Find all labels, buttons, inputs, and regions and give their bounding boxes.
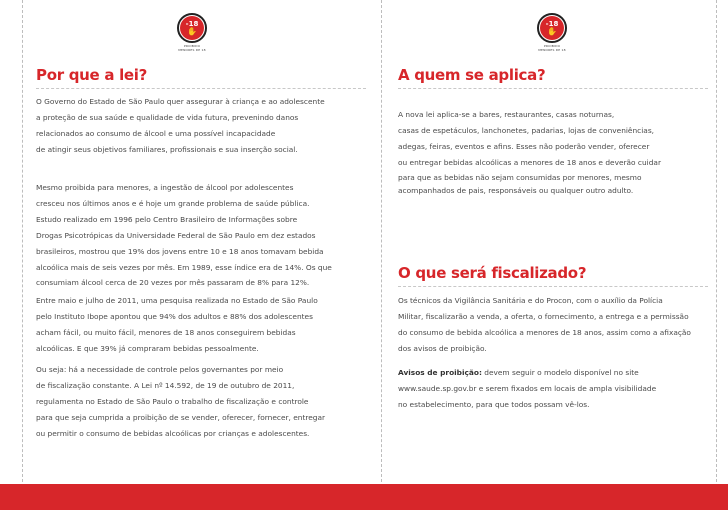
right-dotted-border [716,0,717,482]
hand-stop-icon: -18 ✋ [180,16,204,40]
hand-stop-icon: -18 ✋ [540,16,564,40]
right-paragraph-1: A nova lei aplica-se a bares, restaurantes, casas noturnas, casas de espetáculos, lanchonetes, padarias, lojas de conveniências, adegas, feiras, eventos e afins. Esses não poderão vender, oferecer ou entregar bebidas alcoólicas a menores de 18 anos e deverão cuidar para que as bebidas não sejam consumidas por menores, mesmo acompanhados de pais, responsáveis ou qualquer outro adulto. [398,110,661,195]
heading-rule [398,286,708,287]
left-paragraph-4: Ou seja: há a necessidade de controle pelos governantes por meio de fiscalização constante. A Lei nº 14.592, de 19 de outubro de 2011, regulamenta no Estado de São Paulo o trabalho de fiscalização e controle para que seja cumprida a proibição de se vender, oferecer, fornecer, entregar ou permitir o consumo de bebidas alcoólicas por crianças e adolescentes. [36,365,326,438]
left-paragraph-3: Entre maio e julho de 2011, uma pesquisa realizada no Estado de São Paulo pelo Instituto Ibope apontou que 94% dos adultos e 88% dos adolescentes acham fácil, ou muito fácil, menores de 18 anos conseguirem bebidas alcoólicas. E que 39% já compraram bebidas pessoalmente. [36,296,318,353]
heading-o-que-sera-fiscalizado: O que será fiscalizado? [398,264,587,282]
center-fold-line [381,0,382,482]
left-dotted-border [22,0,23,482]
heading-por-que-a-lei: Por que a lei? [36,66,148,84]
bottom-red-band [0,484,728,510]
no-under-18-logo-right [537,13,567,43]
no-under-18-logo-left [177,13,207,43]
logo-caption-right: PROIBIDO MENORES DE 18 [538,44,566,52]
heading-rule [398,88,708,89]
left-paragraph-2: Mesmo proibida para menores, a ingestão de álcool por adolescentes cresceu nos últimos anos e é hoje um grande problema de saúde pública. Estudo realizado em 1996 pelo Centro Brasileiro de Informações sobre Drogas Psicotrópicas da Universidade Federal de São Paulo em dez estados brasileiros, mostrou que 19% dos jovens entre 10 e 18 anos tomavam bebida alcoólica mais de seis vezes por mês. Em 1989, esse índice era de 14%. Os que consumiam álcool cerca de 20 vezes por mês passaram de 8% para 12%. [36,183,332,288]
right-paragraph-2: Os técnicos da Vigilância Sanitária e do Procon, com o auxílio da Polícia Militar, fiscalizarão a venda, a oferta, o fornecimento, a entrega e a permissão do consumo de bebida alcoólica a menores de 18 anos, assim como a afixação dos avisos de proibição. [398,296,691,353]
avisos-label: Avisos de proibição: [398,368,482,377]
left-paragraph-1: O Governo do Estado de São Paulo quer assegurar à criança e ao adolescente a proteção de sua saúde e qualidade de vida futura, prevenindo danos relacionados ao consumo de álcool e uma possível incapacidade de atingir seus objetivos familiares, profissionais e sua inserção social. [36,97,325,154]
logo-number: -18 [185,19,199,28]
logo-caption-left: PROIBIDO MENORES DE 18 [178,44,206,52]
heading-a-quem-se-aplica: A quem se aplica? [398,66,546,84]
right-paragraph-3: Avisos de proibição: devem seguir o modelo disponível no site www.saude.sp.gov.br e serem fixados em locais de ampla visibilidade no estabelecimento, para que todos possam vê-los. [398,368,657,409]
website-link-text: www.saude.sp.gov.br e serem fixados em locais de ampla visibilidade [398,383,657,393]
logo-number: -18 [545,19,559,28]
heading-rule [36,88,366,89]
